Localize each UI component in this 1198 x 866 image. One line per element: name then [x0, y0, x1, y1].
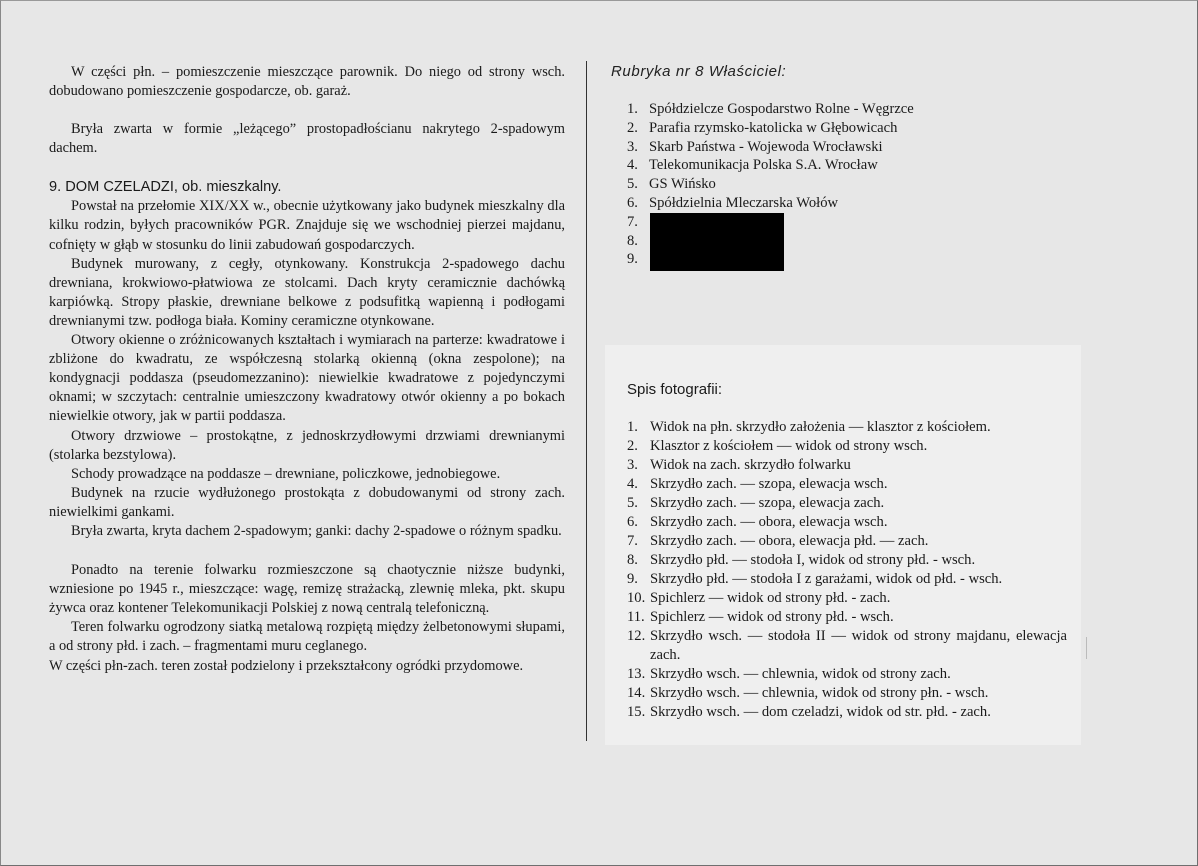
paragraph-otwory-drzwiowe: Otwory drzwiowe – prostokątne, z jednoskrzydłowymi drzwiami drewnianymi (stolarka bezstylowa). [49, 427, 565, 463]
list-text: Skrzydło zach. — szopa, elewacja zach. [650, 495, 885, 511]
list-text: Spichlerz — widok od strony płd. - wsch. [650, 609, 894, 625]
list-text: Skrzydło zach. — szopa, elewacja wsch. [650, 476, 888, 492]
list-text: Spółdzielcze Gospodarstwo Rolne - Węgrzce [649, 101, 914, 117]
paragraph-bryla: Bryła zwarta w formie „leżącego” prostopadłościanu nakrytego 2-spadowym dachem. [49, 121, 565, 157]
photo-item [627, 627, 1067, 665]
scan-mark [1086, 637, 1087, 659]
list-text: Skrzydło zach. — obora, elewacja wsch. [650, 514, 888, 530]
photo-item [627, 703, 1067, 722]
list-number: 4. [627, 476, 638, 492]
paragraph-budynek-murowany: Budynek murowany, z cegły, otynkowany. Konstrukcja 2-spadowego dachu drewniana, krokwiowo-płatwiowa ze stolcami. Dach kryty ceramicznie dachówką karpiówką. Stropy płaskie, drewniane belkowe z podsufitką wapienną i podłogami drewnianymi tzw. podłoga biała. Kominy ceramiczne otynkowane. [49, 255, 565, 329]
redaction-block [650, 213, 784, 271]
owner-item [627, 175, 987, 194]
list-number: 1. [627, 419, 638, 435]
list-text: GS Wińsko [649, 176, 716, 193]
list-number: 6. [627, 514, 638, 530]
owner-item [627, 100, 987, 119]
list-text: Skrzydło wsch. — dom czeladzi, widok od str. płd. - zach. [650, 704, 991, 720]
list-text: Widok na zach. skrzydło folwarku [650, 457, 851, 473]
list-text: Spółdzielnia Mleczarska Wołów [649, 194, 839, 211]
list-text: Skrzydło płd. — stodoła I z garażami, widok od płd. - wsch. [650, 571, 1003, 587]
list-text: Skrzydło wsch. — chlewnia, widok od strony płn. - wsch. [650, 685, 989, 701]
list-number: 4. [627, 157, 638, 174]
list-text: Spichlerz — widok od strony płd. - zach. [650, 590, 891, 606]
paragraph-ogrodki: W części płn-zach. teren został podzielony i przekształcony ogródki przydomowe. [49, 657, 524, 674]
list-number: 15. [627, 704, 646, 720]
list-text: Klasztor z kościołem — widok od strony wsch. [650, 438, 928, 454]
list-number: 9. [627, 571, 638, 587]
paragraph-teren: Teren folwarku ogrodzony siatką metalową rozpiętą między żelbetonowymi słupami, a od strony płd. i zach. – fragmentami muru ceglanego. [49, 619, 565, 655]
photo-item [627, 608, 1067, 627]
photo-item [627, 456, 1067, 475]
photo-item [627, 532, 1067, 551]
list-number: 12. [627, 628, 646, 644]
list-number: 9. [627, 251, 638, 268]
list-number: 2. [627, 438, 638, 454]
photo-item [627, 513, 1067, 532]
rubryka-heading: Rubryka nr 8 Właściciel: [611, 63, 787, 80]
paragraph-otwory-okienne: Otwory okienne o zróżnicowanych kształtach i wymiarach na parterze: kwadratowe i zbliżone do kwadratu, ze współczesną stolarką okienną (okna zespolone); na kondygnacji poddasza (pseudomezzanino): niewielkie kwadratowe z pojedynczymi oknami; w szczytach: centralnie umieszczony kwadratowy otwór okienny a po bokach niewielkie otwory, jak w partii poddasza. [49, 332, 565, 425]
photo-item [627, 570, 1067, 589]
list-text: Skrzydło wsch. — stodoła II — widok od strony majdanu, elewacja zach. [650, 628, 1067, 663]
column-divider [586, 61, 587, 741]
spacer [49, 158, 565, 177]
list-number: 8. [627, 552, 638, 568]
spacer [49, 541, 565, 561]
list-text: Telekomunikacja Polska S.A. Wrocław [649, 157, 878, 174]
list-text: Widok na płn. skrzydło założenia — klasztor z kościołem. [650, 419, 991, 435]
owner-item [627, 119, 987, 138]
paragraph-bryla-zwarta: Bryła zwarta, kryta dachem 2-spadowym; ganki: dachy 2-spadowe o różnym spadku. [71, 522, 562, 539]
section-heading: 9. DOM CZELADZI, ob. mieszkalny. [49, 179, 282, 196]
left-column [49, 63, 565, 676]
list-number: 7. [627, 533, 638, 549]
photo-item [627, 665, 1067, 684]
owner-item [627, 138, 987, 157]
photo-item [627, 589, 1067, 608]
list-number: 5. [627, 495, 638, 511]
list-number: 3. [627, 138, 638, 155]
list-text: Skrzydło wsch. — chlewnia, widok od strony zach. [650, 666, 951, 682]
list-text: Parafia rzymsko-katolicka w Głębowicach [649, 119, 898, 136]
paragraph-parownik: W części płn. – pomieszczenie mieszczące parownik. Do niego od strony wsch. dobudowano pomieszczenie gospodarcze, ob. garaż. [49, 64, 565, 100]
owner-item [627, 156, 987, 175]
list-number: 6. [627, 194, 638, 211]
spis-fotografii-heading: Spis fotografii: [627, 381, 723, 398]
photo-item [627, 494, 1067, 513]
list-number: 10. [627, 590, 646, 606]
list-number: 13. [627, 666, 646, 682]
list-number: 1. [627, 101, 638, 117]
paragraph-powstal: Powstał na przełomie XIX/XX w., obecnie użytkowany jako budynek mieszkalny dla kilku rodzin, byłych pracowników PGR. Znajduje się we wschodniej pierzei majdanu, cofnięty w głąb w stosunku do linii zabudowań gospodarczych. [49, 198, 565, 253]
list-number: 14. [627, 685, 646, 701]
photo-item [627, 684, 1067, 703]
paragraph-rzut: Budynek na rzucie wydłużonego prostokąta z dobudowanymi od strony zach. niewielkimi gankami. [49, 484, 565, 520]
list-number: 5. [627, 176, 638, 193]
list-number: 2. [627, 119, 638, 136]
list-number: 7. [627, 213, 638, 230]
photo-item [627, 437, 1067, 456]
photo-item [627, 418, 1067, 437]
list-text: Skrzydło płd. — stodoła I, widok od strony płd. - wsch. [650, 552, 976, 568]
list-number: 3. [627, 457, 638, 473]
paragraph-schody: Schody prowadzące na poddasze – drewniane, policzkowe, jednobiegowe. [71, 465, 501, 482]
photo-list [627, 418, 1067, 722]
owner-item [627, 194, 987, 213]
list-number: 11. [627, 609, 645, 625]
list-text: Skarb Państwa - Wojewoda Wrocławski [649, 138, 883, 155]
photo-item [627, 551, 1067, 570]
paragraph-ponadto: Ponadto na terenie folwarku rozmieszczone są chaotycznie niższe budynki, wzniesione po 1945 r., mieszczące: wagę, remizę strażacką, zlewnię mleka, pkt. skupu żywca oraz kontener Telekomunikacji Polskiej z nową centralą telefoniczną. [49, 562, 565, 617]
list-text: Skrzydło zach. — obora, elewacja płd. — zach. [650, 533, 929, 549]
photo-item [627, 475, 1067, 494]
list-number: 8. [627, 232, 638, 249]
spacer [49, 101, 565, 120]
